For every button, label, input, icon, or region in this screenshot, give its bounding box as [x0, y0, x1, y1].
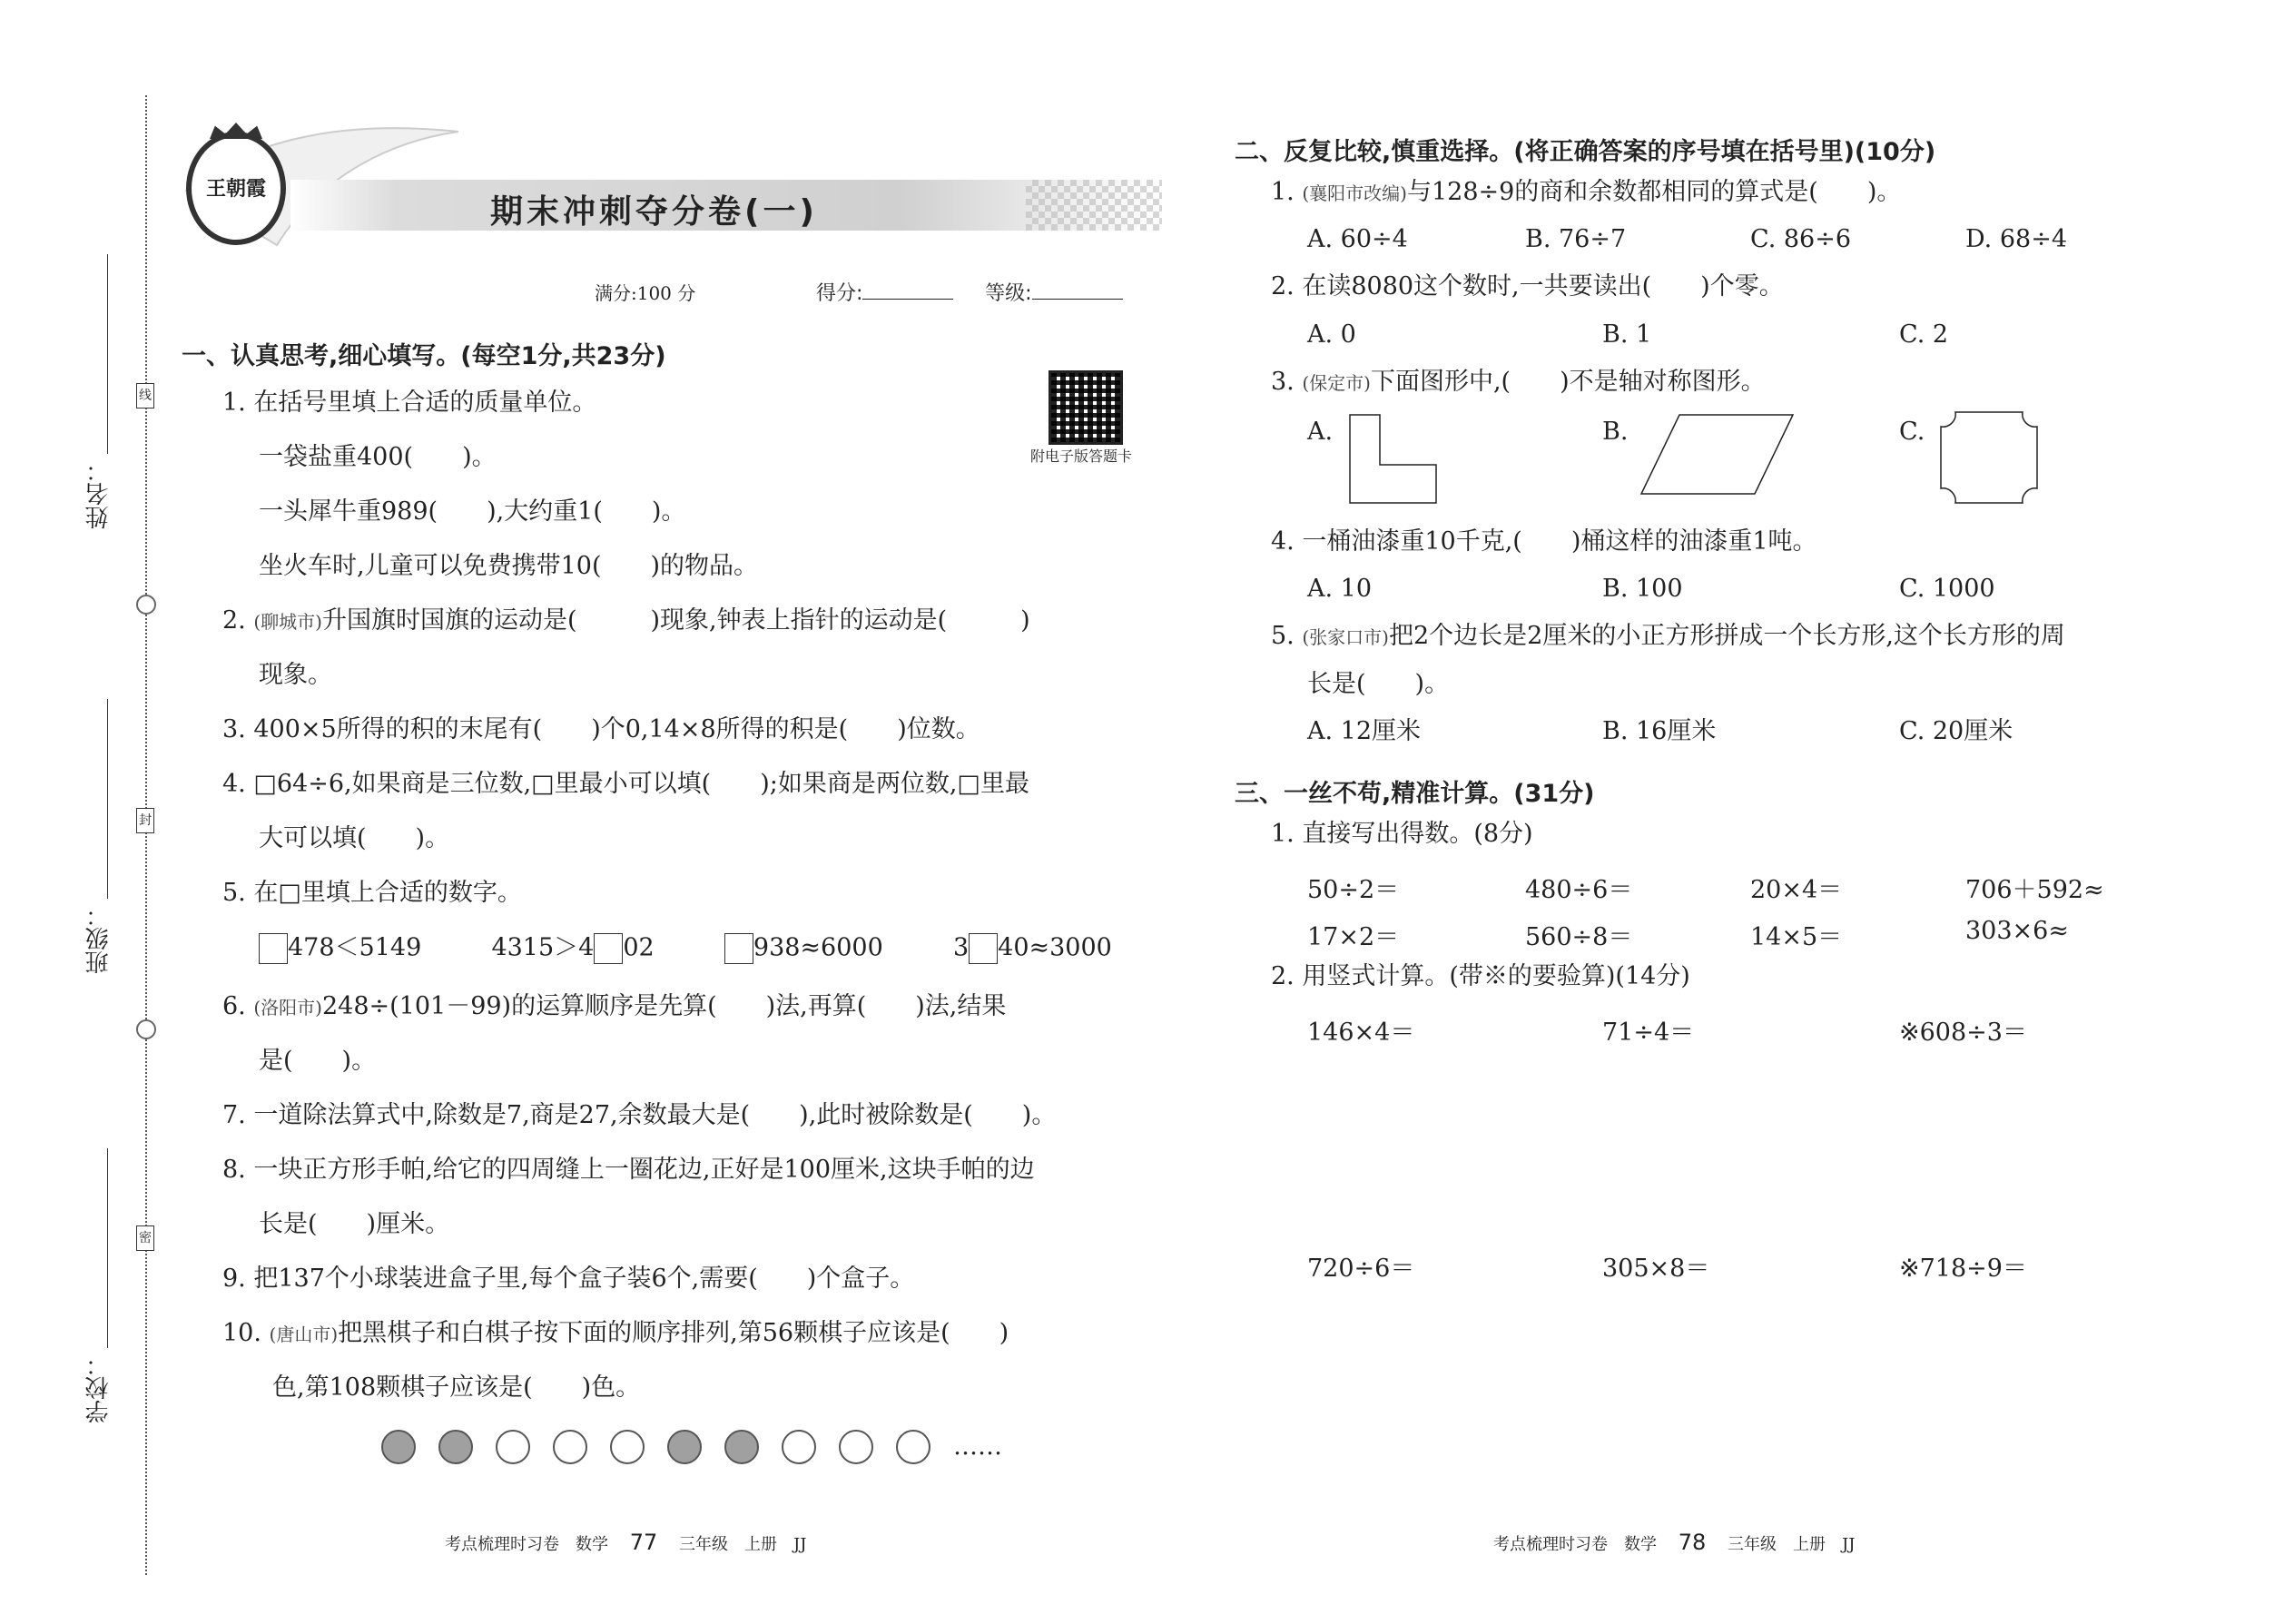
s1-q8-cont: 长是( )厘米。	[259, 1210, 450, 1238]
q-number: 2.	[222, 606, 246, 635]
section3-heading: 三、一丝不苟,精准计算。(31分)	[1235, 780, 1595, 808]
source-tag: (洛阳市)	[253, 997, 322, 1019]
s1-q1: 1. 在括号里填上合适的质量单位。	[222, 389, 597, 417]
l-shape-figure	[1345, 410, 1445, 508]
option-b[interactable]: B. 76÷7	[1525, 225, 1627, 253]
source-tag: (聊城市)	[253, 611, 322, 633]
s1-q3: 3. 400×5所得的积的末尾有( )个0,14×8所得的积是( )位数。	[222, 715, 980, 743]
option-c[interactable]: C.	[1899, 418, 1925, 446]
s1-q4-cont: 大可以填( )。	[259, 824, 450, 852]
s1-q2	[222, 608, 1030, 633]
source-tag: (张家口市)	[1302, 626, 1389, 648]
page-number: 77	[629, 1530, 658, 1555]
notched-square-figure	[1935, 407, 2043, 508]
digit-box[interactable]	[724, 933, 753, 964]
calc-item: 480÷6＝	[1525, 876, 1633, 904]
s2-q5: 5. (张家口市)把2个边长是2厘米的小正方形拼成一个长方形,这个长方形的周	[1271, 622, 2065, 650]
option-d[interactable]: D. 68÷4	[1965, 225, 2068, 253]
seal-char: 线	[136, 383, 154, 408]
class-field-line[interactable]	[107, 699, 108, 899]
s1-q1-line1: 一袋盐重400( )。	[259, 443, 497, 471]
score-label: 得分:	[816, 282, 863, 305]
calc-item: ※608÷3＝	[1899, 1019, 2027, 1047]
qr-caption: 附电子版答题卡	[1030, 448, 1133, 465]
s1-q10: 10. (唐山市)把黑棋子和白棋子按下面的顺序排列,第56颗棋子应该是( )	[222, 1319, 1009, 1347]
calc-item: 303×6≈	[1965, 917, 2069, 945]
s2-q5-cont: 长是( )。	[1307, 670, 1450, 698]
s1-q1-line2: 一头犀牛重989( ),大约重1( )。	[259, 497, 686, 526]
option-a[interactable]: A. 10	[1307, 575, 1373, 603]
black-stone	[667, 1430, 702, 1464]
s1-q10-cont: 色,第108颗棋子应该是( )色。	[272, 1373, 641, 1402]
s1-q5-items: 478＜5149 4315＞4 02 938≈6000 3 40≈3000	[259, 933, 1112, 964]
seal-char: 密	[136, 1225, 154, 1251]
s2-q2: 2. 在读8080这个数时,一共要读出( )个零。	[1271, 272, 1784, 300]
option-b[interactable]: B. 1	[1602, 320, 1652, 349]
black-stone	[381, 1430, 416, 1464]
s1-q1-line3: 坐火车时,儿童可以免费携带10( )的物品。	[259, 552, 759, 580]
q-text: 升国旗时国旗的运动是( )现象,钟表上指针的运动是( )	[321, 606, 1030, 635]
white-stone	[553, 1430, 587, 1464]
footer-right: 考点梳理时习卷 数学 78 三年级 上册 JJ	[1493, 1530, 1856, 1555]
black-stone	[724, 1430, 759, 1464]
white-stone	[839, 1430, 873, 1464]
source-tag: (襄阳市改编)	[1302, 182, 1407, 204]
s2-q4: 4. 一桶油漆重10千克,( )桶这样的油漆重1吨。	[1271, 527, 1817, 556]
score-line	[595, 278, 1123, 306]
digit-box[interactable]	[969, 933, 998, 964]
calc-item: 17×2＝	[1307, 923, 1400, 951]
white-stone	[496, 1430, 530, 1464]
option-a[interactable]: A. 12厘米	[1307, 717, 1422, 745]
white-stone	[782, 1430, 816, 1464]
calc-item: 720÷6＝	[1307, 1255, 1415, 1283]
page-title: 期末冲刺夺分卷(一)	[490, 193, 818, 231]
footer-left: 考点梳理时习卷 数学 77 三年级 上册 JJ	[445, 1530, 807, 1555]
source-tag: (保定市)	[1302, 372, 1371, 394]
parallelogram-figure	[1639, 410, 1797, 499]
calc-item: ※718÷9＝	[1899, 1255, 2027, 1283]
grade-field[interactable]	[1032, 299, 1123, 300]
s1-q4: 4. □64÷6,如果商是三位数,□里最小可以填( );如果商是两位数,□里最	[222, 770, 1029, 798]
grade-label: 等级:	[985, 282, 1032, 305]
option-c[interactable]: C. 2	[1899, 320, 1949, 349]
digit-box[interactable]	[259, 933, 288, 964]
school-field-line[interactable]	[107, 1148, 108, 1348]
full-score: 满分:100 分	[595, 282, 696, 304]
white-stone	[896, 1430, 930, 1464]
option-a[interactable]: A. 60÷4	[1307, 225, 1408, 253]
calc-item: 71÷4＝	[1602, 1019, 1695, 1047]
s2-q3: 3. (保定市)下面图形中,( )不是轴对称图形。	[1271, 368, 1766, 396]
logo-text: 王朝霞	[205, 178, 266, 201]
seal-char: 封	[136, 808, 154, 833]
calc-item: 146×4＝	[1307, 1019, 1415, 1047]
page-number: 78	[1678, 1530, 1707, 1555]
calc-item: 560÷8＝	[1525, 923, 1633, 951]
s1-q8: 8. 一块正方形手帕,给它的四周缝上一圈花边,正好是100厘米,这块手帕的边	[222, 1156, 1035, 1184]
name-label: 姓名：	[85, 458, 113, 529]
score-field[interactable]	[862, 299, 953, 300]
black-stone	[438, 1430, 473, 1464]
logo-badge	[186, 132, 286, 245]
option-b[interactable]: B.	[1602, 418, 1629, 446]
s3-q1: 1. 直接写出得数。(8分)	[1271, 820, 1533, 848]
option-c[interactable]: C. 1000	[1899, 575, 1995, 603]
dotted-binding-line	[145, 95, 147, 1575]
option-a[interactable]: A. 0	[1307, 320, 1356, 349]
option-a[interactable]: A.	[1307, 418, 1334, 446]
calc-item: 305×8＝	[1602, 1255, 1710, 1283]
section2-heading: 二、反复比较,慎重选择。(将正确答案的序号填在括号里)(10分)	[1235, 138, 1936, 166]
option-b[interactable]: B. 100	[1602, 575, 1683, 603]
s3-q2: 2. 用竖式计算。(带※的要验算)(14分)	[1271, 962, 1690, 990]
s1-q2-cont: 现象。	[259, 661, 332, 689]
digit-box[interactable]	[594, 933, 623, 964]
checker-pattern	[1026, 180, 1162, 231]
s2-q1: 1. (襄阳市改编)与128÷9的商和余数都相同的算式是( )。	[1271, 178, 1902, 206]
calc-item: 706＋592≈	[1965, 876, 2104, 904]
class-label: 班级：	[85, 903, 113, 974]
calc-item: 20×4＝	[1750, 876, 1843, 904]
option-c[interactable]: C. 86÷6	[1750, 225, 1852, 253]
s1-q7: 7. 一道除法算式中,除数是7,商是27,余数最大是( ),此时被除数是( )。	[222, 1101, 1057, 1129]
s1-q9: 9. 把137个小球装进盒子里,每个盒子装6个,需要( )个盒子。	[222, 1265, 915, 1293]
calc-item: 50÷2＝	[1307, 876, 1400, 904]
s1-q6-cont: 是( )。	[259, 1047, 377, 1075]
qr-code[interactable]	[1049, 370, 1123, 445]
option-b[interactable]: B. 16厘米	[1602, 717, 1717, 745]
source-tag: (唐山市)	[269, 1324, 339, 1345]
white-stone	[610, 1430, 645, 1464]
calc-item: 14×5＝	[1750, 923, 1843, 951]
dot-ornament	[136, 595, 156, 615]
stone-ellipsis: ……	[953, 1432, 1002, 1461]
section1-heading: 一、认真思考,细心填写。(每空1分,共23分)	[182, 342, 666, 370]
name-field-line[interactable]	[107, 254, 108, 454]
school-label: 学校：	[85, 1353, 113, 1423]
s1-q6: 6. (洛阳市)248÷(101－99)的运算顺序是先算( )法,再算( )法,结果	[222, 992, 1007, 1020]
dot-ornament	[136, 1019, 156, 1039]
option-c[interactable]: C. 20厘米	[1899, 717, 2013, 745]
s1-q5: 5. 在□里填上合适的数字。	[222, 879, 522, 907]
